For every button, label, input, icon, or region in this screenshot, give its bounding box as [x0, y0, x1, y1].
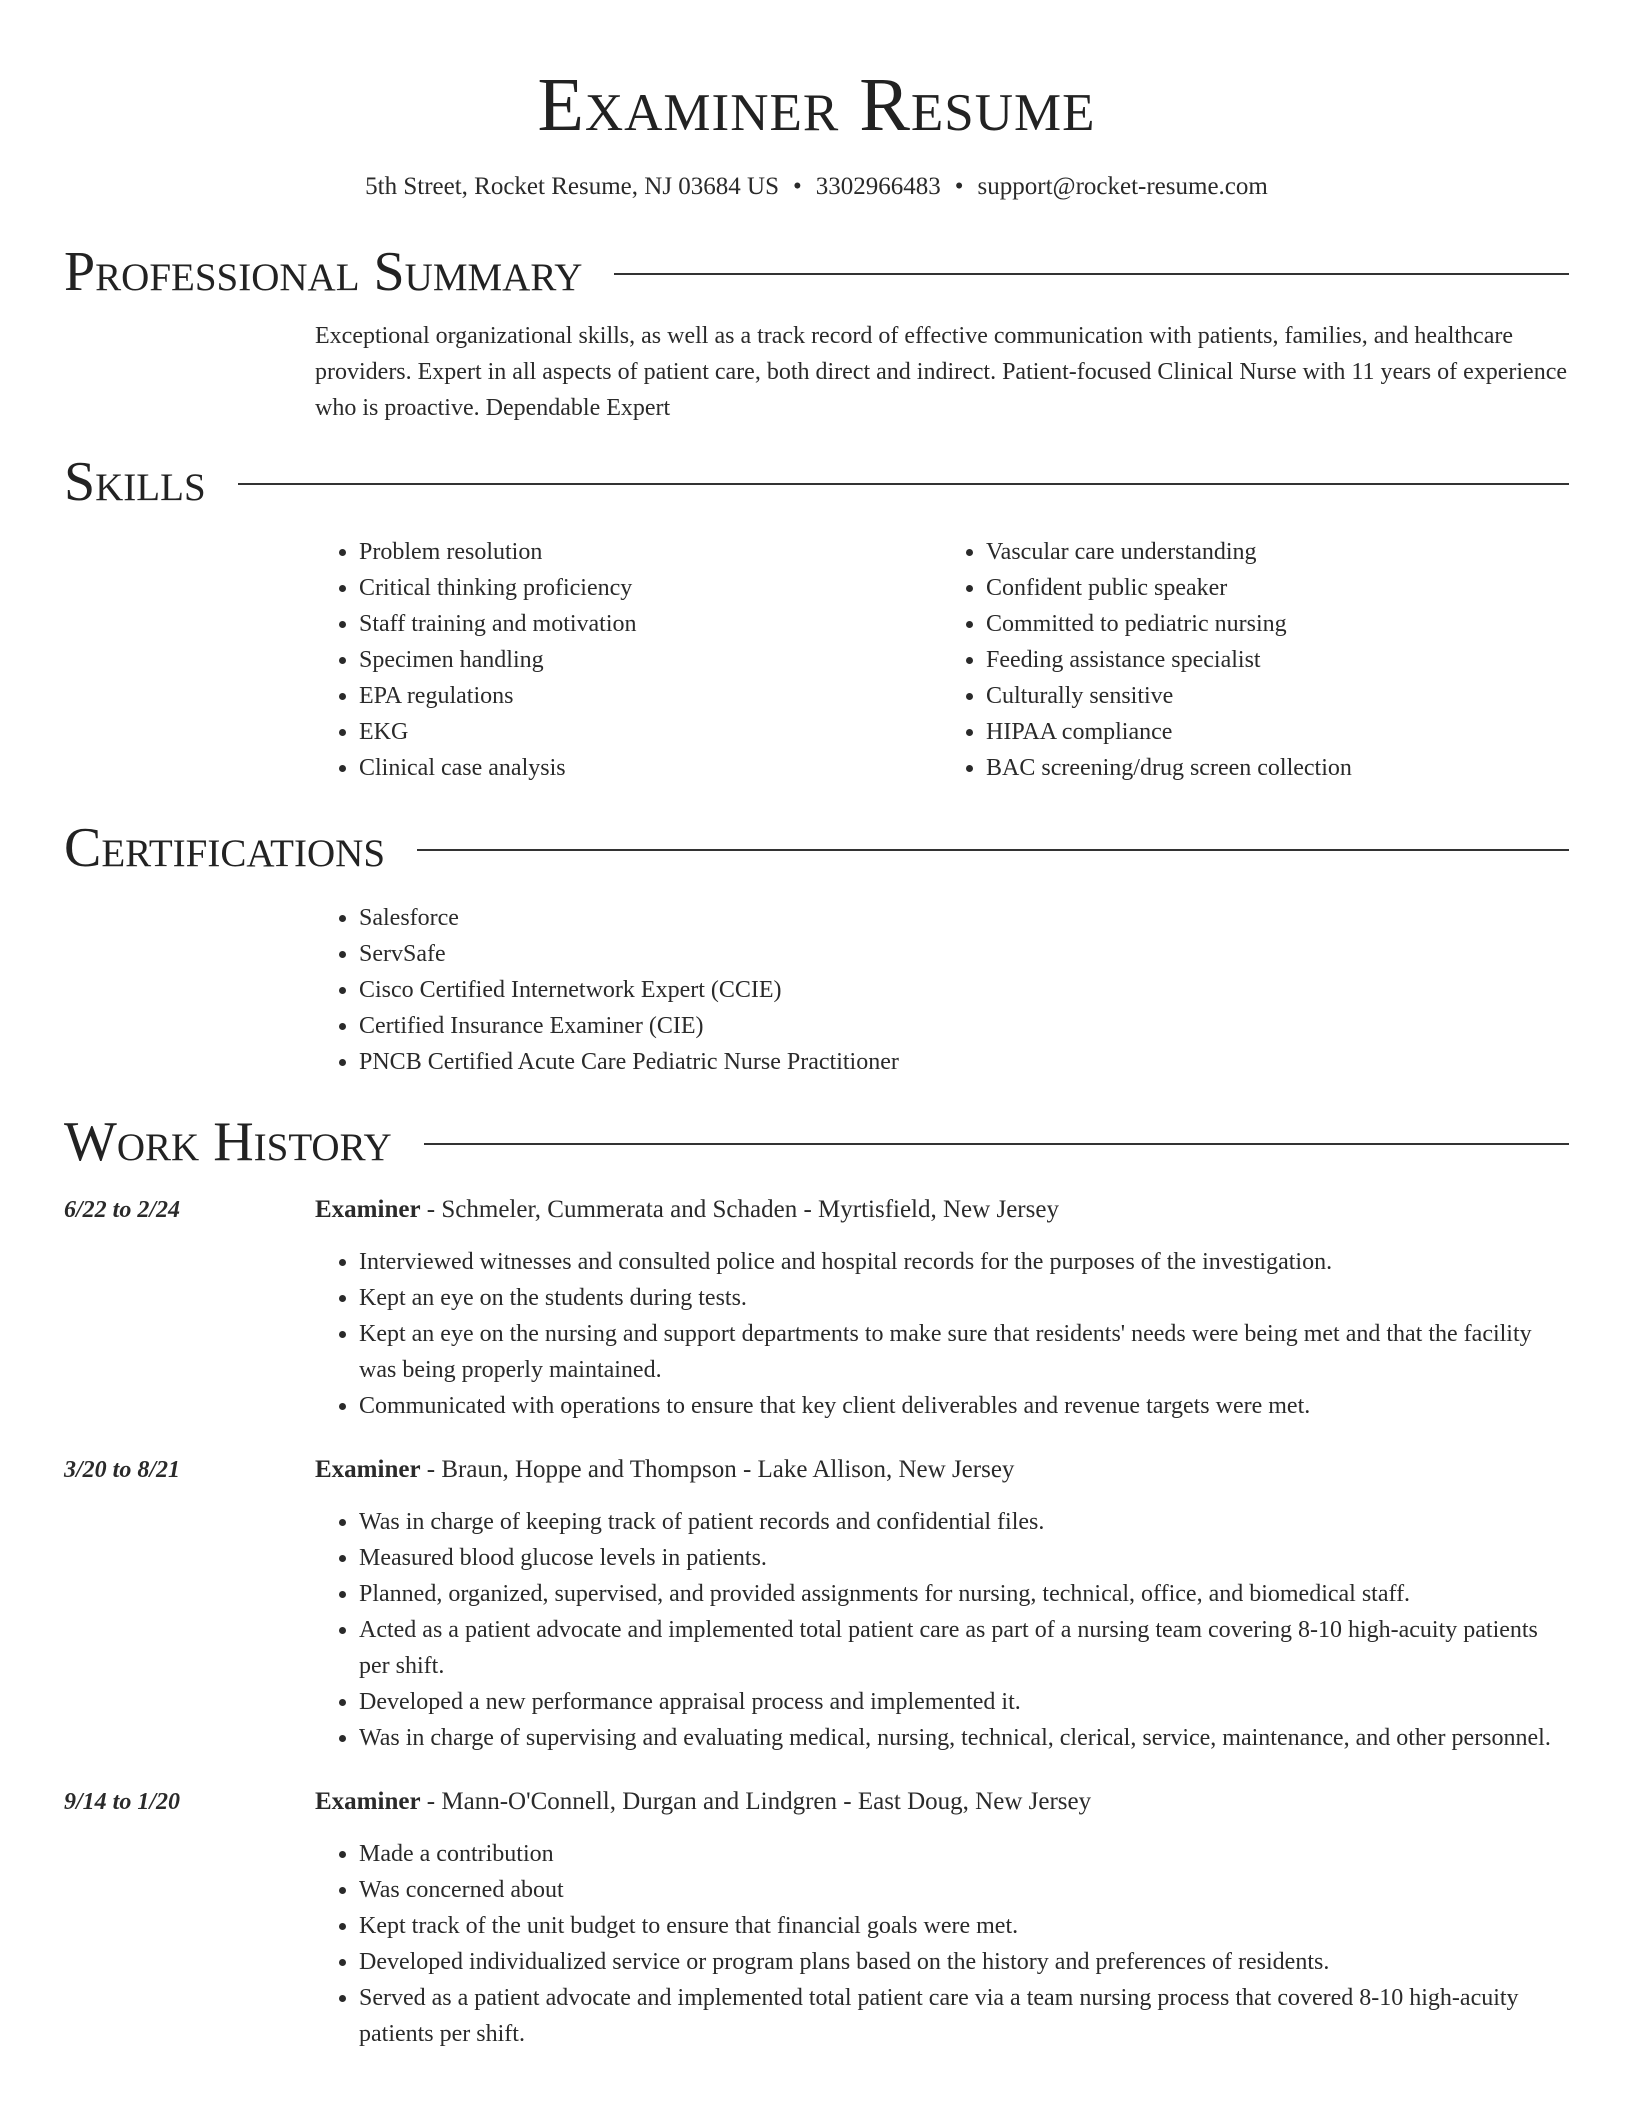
skill-item: • Culturally sensitive — [986, 678, 1569, 714]
skill-item: • Feeding assistance specialist — [986, 642, 1569, 678]
job-bullet: • Kept an eye on the nursing and support departments to make sure that residents' needs were being met and that the facility was being properly maintained. — [359, 1316, 1569, 1388]
work-history-list — [64, 1192, 1569, 2052]
resume-page — [64, 0, 1569, 2052]
job-employer: - Mann-O'Connell, Durgan and Lindgren - East Doug, New Jersey — [420, 1788, 1092, 1815]
job-bullet: • Was in charge of supervising and evaluating medical, nursing, technical, clerical, service, maintenance, and other personnel. — [359, 1720, 1569, 1756]
job-dates: 6/22 to 2/24 — [64, 1197, 181, 1223]
job-details — [315, 1784, 1569, 2052]
job-details — [315, 1452, 1569, 1756]
skill-item: • Specimen handling — [359, 642, 942, 678]
job-entry — [64, 1784, 1569, 2052]
job-dates: 3/20 to 8/21 — [64, 1457, 181, 1483]
section-divider — [614, 273, 1569, 275]
job-bullet: • Developed a new performance appraisal process and implemented it. — [359, 1684, 1569, 1720]
certifications-list — [315, 900, 1569, 1080]
job-bullet: • Communicated with operations to ensure that key client deliverables and revenue targets were met. — [359, 1388, 1569, 1424]
skill-item: • EKG — [359, 714, 942, 750]
job-bullet: • Kept an eye on the students during tests. — [359, 1280, 1569, 1316]
contact-separator: • — [793, 173, 802, 200]
work-heading: Work History — [64, 1111, 392, 1173]
job-employer: - Schmeler, Cummerata and Schaden - Myrtisfield, New Jersey — [420, 1196, 1059, 1223]
contact-line — [64, 172, 1569, 202]
skill-item: • Staff training and motivation — [359, 606, 942, 642]
section-divider — [424, 1143, 1569, 1145]
summary-heading: Professional Summary — [64, 241, 583, 303]
certifications-block — [315, 900, 1569, 1080]
skill-item: • Committed to pediatric nursing — [986, 606, 1569, 642]
skills-columns — [315, 534, 1569, 786]
job-title-line — [315, 1192, 1569, 1228]
job-title: Examiner — [315, 1788, 421, 1815]
skill-item: • Vascular care understanding — [986, 534, 1569, 570]
skill-item: • EPA regulations — [359, 678, 942, 714]
skills-list-right — [942, 534, 1569, 786]
certification-item: • Salesforce — [359, 900, 1569, 936]
job-title-line — [315, 1784, 1569, 1820]
resume-title: Examiner Resume — [537, 63, 1096, 147]
job-bullet: • Made a contribution — [359, 1836, 1569, 1872]
section-divider — [238, 483, 1569, 485]
skill-item: • Confident public speaker — [986, 570, 1569, 606]
summary-section-header — [64, 240, 1569, 304]
skill-item: • Critical thinking proficiency — [359, 570, 942, 606]
work-section-header — [64, 1110, 1569, 1174]
job-bullet: • Was concerned about — [359, 1872, 1569, 1908]
job-bullet: • Planned, organized, supervised, and provided assignments for nursing, technical, office, and biomedical staff. — [359, 1576, 1569, 1612]
certifications-heading: Certifications — [64, 817, 386, 879]
certification-item: • PNCB Certified Acute Care Pediatric Nurse Practitioner — [359, 1044, 1569, 1080]
job-bullets — [315, 1244, 1569, 1424]
job-bullets — [315, 1836, 1569, 2052]
contact-phone: 3302966483 — [815, 173, 941, 200]
contact-address: 5th Street, Rocket Resume, NJ 03684 US — [365, 173, 780, 200]
job-entry — [64, 1192, 1569, 1424]
job-bullet: • Was in charge of keeping track of patient records and confidential files. — [359, 1504, 1569, 1540]
certifications-section-header — [64, 816, 1569, 880]
section-divider — [417, 849, 1569, 851]
job-bullet: • Acted as a patient advocate and implemented total patient care as part of a nursing team covering 8-10 high-acuity patients per shift. — [359, 1612, 1569, 1684]
skill-item: • HIPAA compliance — [986, 714, 1569, 750]
job-title: Examiner — [315, 1456, 421, 1483]
job-bullet: • Kept track of the unit budget to ensure that financial goals were met. — [359, 1908, 1569, 1944]
skills-section-header — [64, 450, 1569, 514]
job-details — [315, 1192, 1569, 1424]
job-title: Examiner — [315, 1196, 421, 1223]
job-title-line — [315, 1452, 1569, 1488]
skills-heading: Skills — [64, 451, 206, 513]
skill-item: • Problem resolution — [359, 534, 942, 570]
skills-list-left — [315, 534, 942, 786]
skill-item: • Clinical case analysis — [359, 750, 942, 786]
job-bullets — [315, 1504, 1569, 1756]
contact-email: support@rocket-resume.com — [977, 173, 1268, 200]
job-bullet: • Served as a patient advocate and implemented total patient care via a team nursing process that covered 8-10 high-acuity patients per shift. — [359, 1980, 1569, 2052]
job-dates: 9/14 to 1/20 — [64, 1789, 181, 1815]
job-entry — [64, 1452, 1569, 1756]
contact-separator: • — [954, 173, 964, 200]
skill-item: • BAC screening/drug screen collection — [986, 750, 1569, 786]
job-employer: - Braun, Hoppe and Thompson - Lake Allison, New Jersey — [420, 1456, 1015, 1483]
job-bullet: • Interviewed witnesses and consulted police and hospital records for the purposes of the investigation. — [359, 1244, 1569, 1280]
job-bullet: • Developed individualized service or program plans based on the history and preferences of residents. — [359, 1944, 1569, 1980]
certification-item: • Cisco Certified Internetwork Expert (CCIE) — [359, 972, 1569, 1008]
certification-item: • Certified Insurance Examiner (CIE) — [359, 1008, 1569, 1044]
certification-item: • ServSafe — [359, 936, 1569, 972]
summary-text: Exceptional organizational skills, as well as a track record of effective communication with patients, families, and healthcare providers. Expert in all aspects of patient care, both direct and indirect. Patient-focused Clinical Nurse with 11 years of experience who is proactive. Dependable Expert — [315, 323, 1567, 421]
job-bullet: • Measured blood glucose levels in patients. — [359, 1540, 1569, 1576]
